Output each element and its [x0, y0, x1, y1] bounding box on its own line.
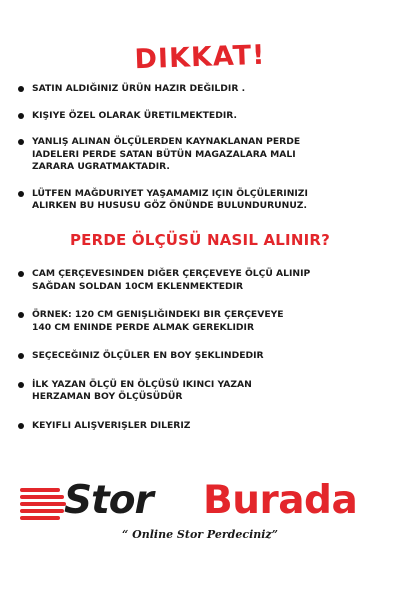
bullet-icon	[18, 271, 24, 277]
list-item-text: YANLIŞ ALINAN ÖLÇÜLERDEN KAYNAKLANAN PERDE IADELERI PERDE SATAN BÜTÜN MAGAZALARA MALI ZARARA UGRATMAKTADIR.	[32, 136, 301, 172]
bullet-icon	[18, 113, 24, 119]
list-item	[18, 350, 388, 363]
logo-text-stor: Stor	[64, 478, 153, 523]
list-item	[18, 379, 388, 404]
bullet-icon	[18, 86, 24, 92]
list-item-text: KIŞIYE ÖZEL OLARAK ÜRETILMEKTEDIR.	[32, 109, 237, 121]
list-item	[18, 188, 388, 213]
list-item-text: ÖRNEK: 120 CM GENIŞLIĞINDEKI BIR ÇERÇEVEYE 140 CM ENINDE PERDE ALMAK GEREKLIDIR	[32, 309, 284, 333]
list-item-text: CAM ÇERÇEVESINDEN DIĞER ÇERÇEVEYE ÖLÇÜ ALINIP SAĞDAN SOLDAN 10CM EKLENMEKTEDIR	[32, 268, 311, 292]
section-heading: PERDE ÖLÇÜSÜ NASIL ALINIR?	[69, 231, 331, 249]
list-item	[18, 110, 388, 123]
list-item-text: İLK YAZAN ÖLÇÜ EN ÖLÇÜSÜ IKINCI YAZAN HERZAMAN BOY ÖLÇÜSÜDÜR	[32, 378, 252, 402]
bullet-icon	[18, 312, 24, 318]
list-item	[18, 136, 388, 174]
logo-tagline: “ Online Stor Perdeciniz”	[122, 528, 278, 541]
speed-stripes-icon	[20, 488, 66, 522]
list-item-text: LÜTFEN MAĞDURIYET YAŞAMAMIZ IÇIN ÖLÇÜLERINIZI ALIRKEN BU HUSUSU GÖZ ÖNÜNDE BULUNDURUNUZ.	[32, 187, 308, 211]
list-item-text: SATIN ALDIĞINIZ ÜRÜN HAZIR DEĞILDIR .	[32, 83, 246, 94]
logo-text-burada: Burada	[203, 478, 358, 523]
bullet-icon	[18, 423, 24, 429]
list-item	[18, 420, 388, 433]
list-item-text: SEÇECEĞINIZ ÖLÇÜLER EN BOY ŞEKLINDEDIR	[32, 350, 264, 361]
list-item	[18, 83, 388, 96]
bullet-icon	[18, 382, 24, 388]
list-item	[18, 268, 388, 293]
page-title: DIKKAT!	[134, 39, 266, 76]
warning-list	[18, 83, 388, 213]
bullet-icon	[18, 139, 24, 145]
list-item-text: KEYIFLI ALIŞVERIŞLER DILERIZ	[32, 419, 191, 431]
list-item	[18, 309, 388, 334]
bullet-icon	[18, 353, 24, 359]
bullet-icon	[18, 191, 24, 197]
instruction-list	[18, 268, 388, 432]
